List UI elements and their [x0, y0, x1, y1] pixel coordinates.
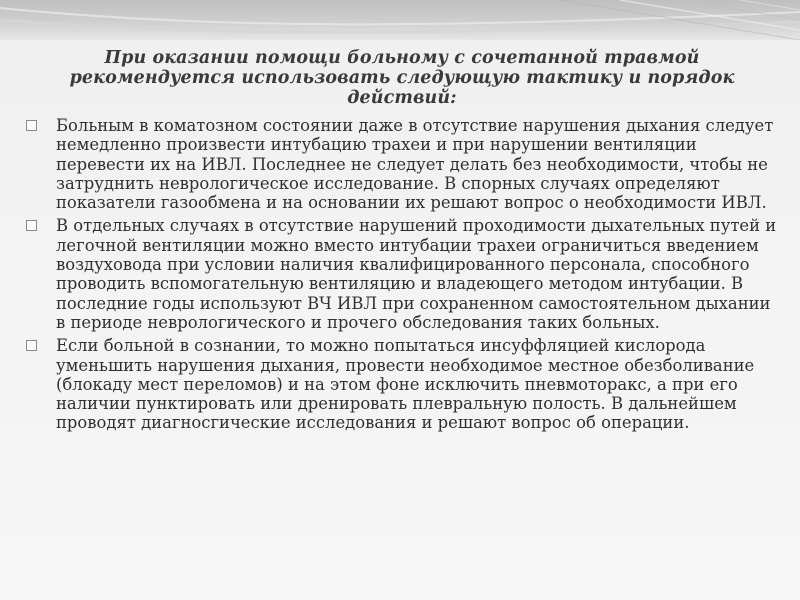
list-item-text: Больным в коматозном состоянии даже в отсутствие нарушения дыхания следует немедленно произвести интубацию трахеи и при нарушении вентиляции перевести их на ИВЛ. Последнее не следует делать без необходимости, чтобы не затруднить неврологическое исследование. В спорных случаях определяют показатели газообмена и на основании их решают вопрос о необходимости ИВЛ. [56, 116, 774, 213]
hollow-square-icon [26, 220, 37, 231]
bullet-list [24, 116, 778, 437]
list-item [24, 116, 778, 212]
slide-heading: При оказании помощи больному с сочетанной травмой рекомендуется использовать следующую тактику и порядок действий: [69, 48, 735, 108]
header-band [0, 0, 800, 40]
decorative-stripes [0, 0, 800, 40]
list-item-text: Если больной в сознании, то можно попытаться инсуффляцией кислорода уменьшить нарушения дыхания, провести необходимое местное обезболивание (блокаду мест переломов) и на этом фоне исключить пневмоторакс, а при его наличии пунктировать или дренировать плевральную полость. В дальнейшем проводят диагносгические исследования и решают вопрос об операции. [56, 336, 755, 433]
list-item-text: В отдельных случаях в отсутствие нарушений проходимости дыхательных путей и легочной вентиляции можно вместо интубации трахеи ограничиться введением воздуховода при условии наличия квалифицированного персонала, способного проводить вспомогательную вентиляцию и владеющего методом интубации. В последние годы используют ВЧ ИВЛ при сохраненном самостоятельном дыхании в периоде неврологического и прочего обследования таких больных. [56, 216, 777, 332]
list-item [24, 336, 778, 432]
list-item [24, 216, 778, 332]
hollow-square-icon [26, 340, 37, 351]
hollow-square-icon [26, 120, 37, 131]
